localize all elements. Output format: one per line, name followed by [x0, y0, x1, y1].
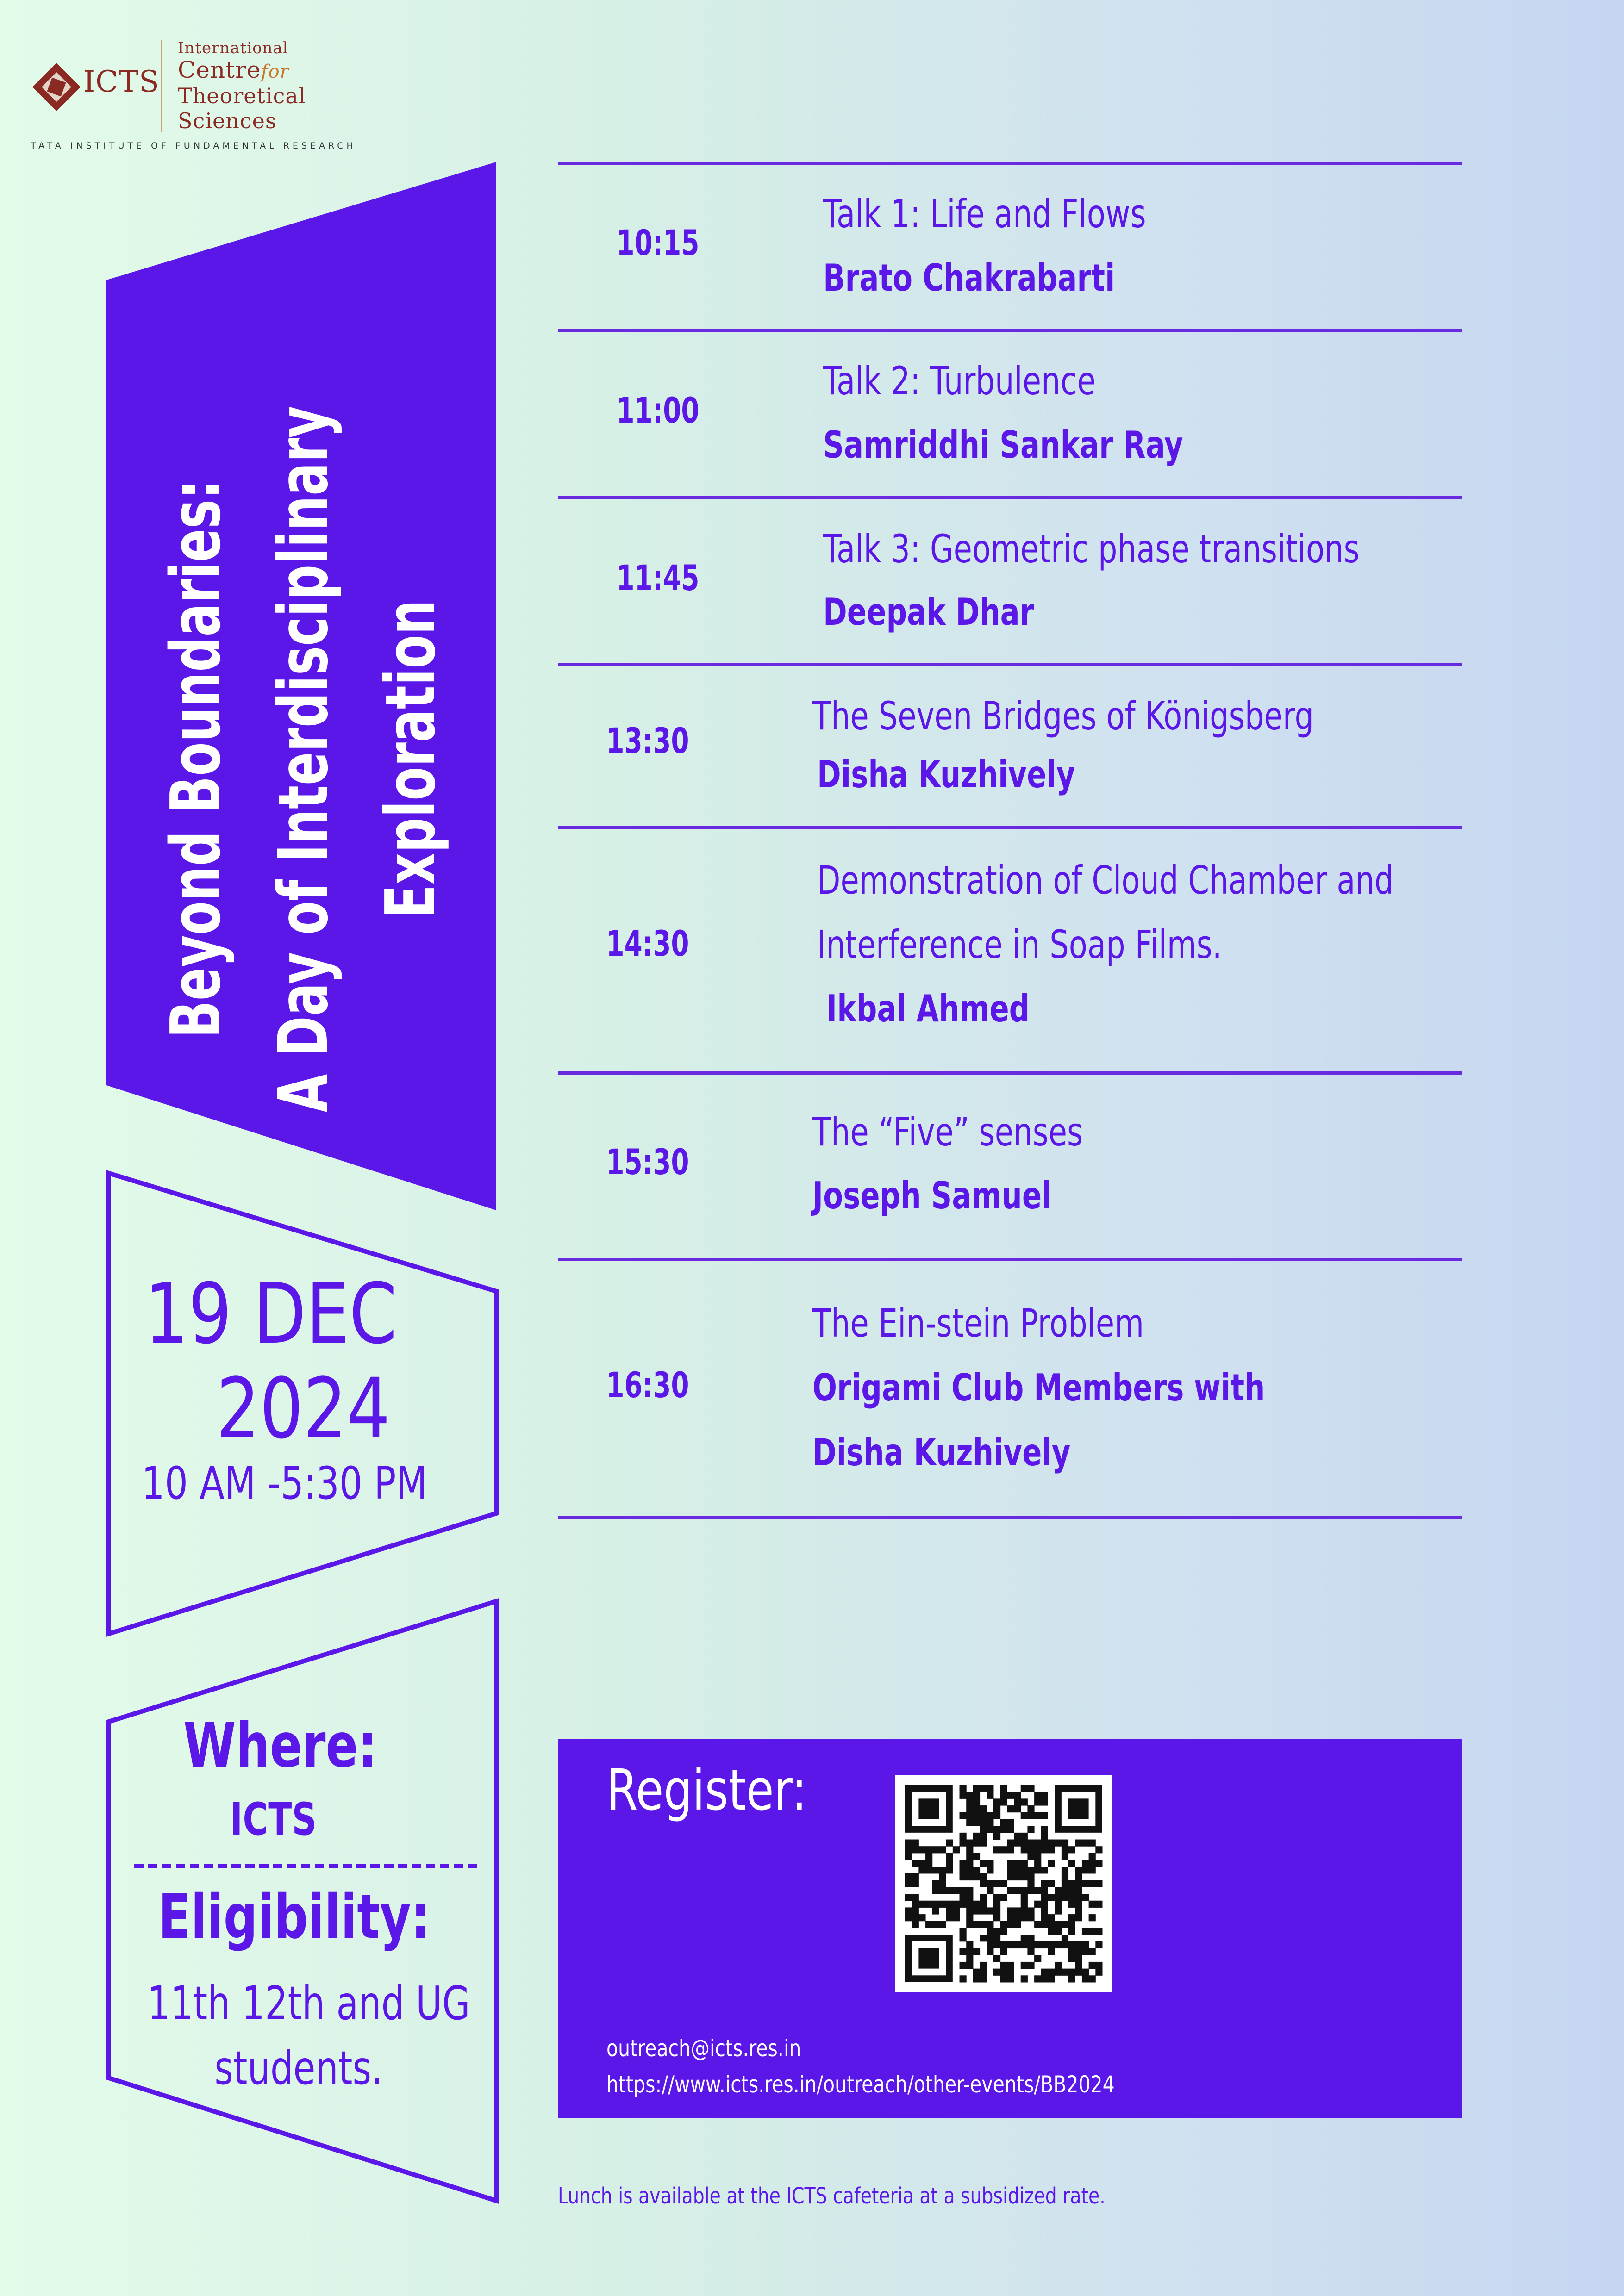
where-panel: [106, 1599, 500, 2210]
schedule-speaker: Joseph Samuel: [812, 1174, 1052, 1217]
register-email[interactable]: outreach@icts.res.in: [606, 2035, 801, 2062]
schedule-time: 13:30: [606, 720, 689, 761]
event-title: [127, 296, 479, 1222]
register-url[interactable]: https://www.icts.res.in/outreach/other-events/BB2024: [606, 2071, 1115, 2098]
register-label: Register:: [606, 1757, 807, 1823]
schedule-divider: [558, 1071, 1462, 1075]
schedule-speaker: Disha Kuzhively: [812, 1431, 1071, 1474]
logo-line-2: [178, 56, 289, 83]
schedule-talk-title: Talk 1: Life and Flows: [823, 191, 1146, 236]
schedule-divider: [558, 826, 1462, 829]
event-title-line-2: A Day of Interdisciplinary: [263, 405, 343, 1113]
schedule-time: 10:15: [616, 222, 700, 263]
schedule-talk-title: The “Five” senses: [812, 1109, 1083, 1155]
schedule-talk-title: Talk 3: Geometric phase transitions: [823, 526, 1360, 572]
schedule-time: 16:30: [606, 1364, 689, 1406]
schedule-talk-title: Talk 2: Turbulence: [823, 358, 1096, 404]
schedule-divider: [558, 1258, 1462, 1261]
event-date-line-2: 2024: [216, 1361, 390, 1457]
schedule-time: 15:30: [606, 1141, 689, 1182]
schedule-divider: [558, 162, 1462, 165]
logo-abbr: ICTS: [83, 65, 160, 99]
schedule-speaker: Brato Chakrabarti: [823, 256, 1115, 299]
schedule-divider: [558, 1516, 1462, 1519]
schedule-talk-title: The Seven Bridges of Königsberg: [812, 693, 1314, 739]
logo-divider: [161, 40, 162, 132]
logo-line-1: International: [178, 39, 288, 57]
event-title-line-3: Exploration: [371, 599, 450, 919]
eligibility-label: Eligibility:: [158, 1881, 430, 1953]
eligibility-line-2: students.: [214, 2041, 383, 2095]
logo-line-3: Theoretical: [178, 83, 306, 108]
schedule-speaker: Origami Club Members with: [812, 1366, 1265, 1409]
qr-code-icon[interactable]: [895, 1775, 1112, 1992]
logo-line-4: Sciences: [178, 108, 277, 133]
icts-logo-icon: [29, 59, 84, 115]
panel-divider: [134, 1864, 477, 1868]
schedule-talk-title: Demonstration of Cloud Chamber and: [817, 858, 1394, 903]
where-value: ICTS: [230, 1793, 317, 1845]
logo-line-2b: for: [261, 61, 289, 82]
schedule-divider: [558, 663, 1462, 666]
schedule-time: 11:00: [616, 390, 700, 431]
schedule-speaker: Disha Kuzhively: [817, 753, 1075, 796]
schedule-speaker: Ikbal Ahmed: [826, 987, 1030, 1030]
schedule-time: 14:30: [606, 923, 689, 964]
event-date-line-1: 19 DEC: [144, 1266, 397, 1363]
date-panel: [106, 1171, 500, 1643]
schedule-time: 11:45: [616, 557, 700, 598]
where-label: Where:: [183, 1710, 377, 1781]
event-title-line-1: Beyond Boundaries:: [156, 479, 236, 1039]
schedule-speaker: Deepak Dhar: [823, 591, 1034, 634]
schedule-speaker: Samriddhi Sankar Ray: [823, 423, 1183, 467]
schedule-divider: [558, 496, 1462, 499]
schedule-divider: [558, 329, 1462, 332]
lunch-note: Lunch is available at the ICTS cafeteria at a subsidized rate.: [558, 2183, 1106, 2209]
register-panel: [558, 1739, 1462, 2118]
eligibility-line-1: 11th 12th and UG: [147, 1976, 470, 2030]
icts-logo: [29, 36, 356, 161]
schedule-talk-title: The Ein-stein Problem: [812, 1300, 1144, 1346]
event-time-range: 10 AM -5:30 PM: [142, 1457, 428, 1509]
schedule-talk-title: Interference in Soap Films.: [817, 922, 1222, 967]
title-band: [106, 162, 500, 1210]
logo-tagline: TATA INSTITUTE OF FUNDAMENTAL RESEARCH: [31, 141, 356, 151]
logo-line-2a: Centre: [178, 56, 261, 83]
